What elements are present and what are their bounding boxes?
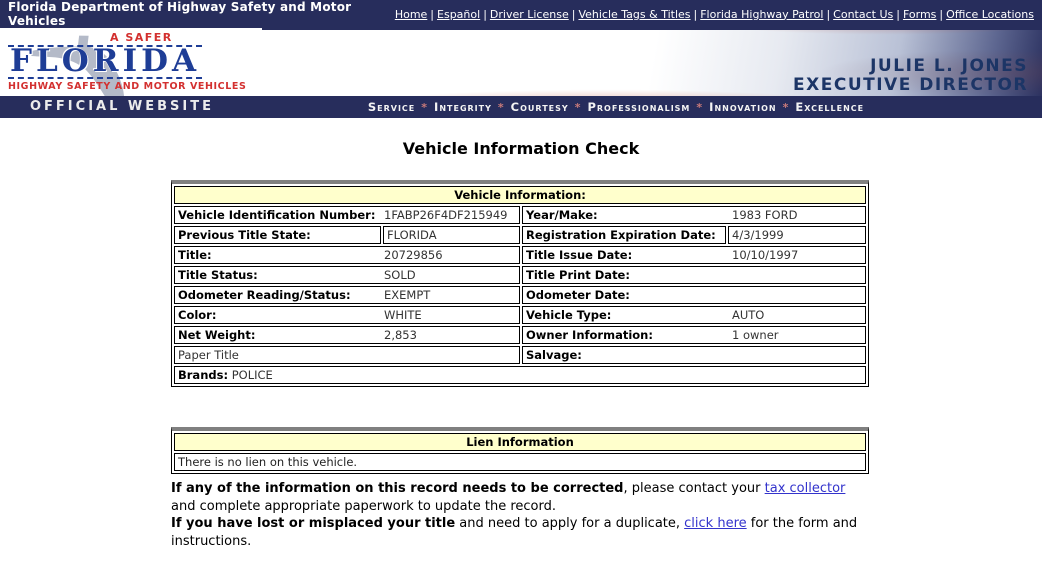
table-row: [174, 206, 866, 224]
florida-logo: [0, 28, 262, 96]
field-label: Registration Expiration Date:: [522, 226, 726, 244]
field-label: Owner Information:: [526, 328, 653, 342]
duplicate-title-note: If you have lost or misplaced your title and need to apply for a duplicate, click here for the form and instructions.: [171, 516, 858, 549]
table-row-paper-title: [174, 346, 866, 364]
lien-info-table: [171, 427, 869, 474]
table-row: [174, 306, 866, 324]
motto-star: *: [696, 101, 704, 114]
nav-separator: |: [483, 7, 487, 21]
table-row: [174, 226, 866, 244]
field-value: WHITE: [384, 308, 422, 322]
field-value: 1 owner: [732, 328, 779, 342]
field-value: 20729856: [384, 248, 443, 262]
vehicle-info-header: Vehicle Information:: [174, 186, 866, 204]
field-label: Title Print Date:: [526, 268, 630, 282]
motto-star: *: [497, 101, 505, 114]
field-label: Odometer Reading/Status:: [178, 288, 351, 302]
field-label: Title Issue Date:: [526, 248, 633, 262]
motto-item: Excellence: [795, 100, 865, 114]
field-label: Odometer Date:: [526, 288, 630, 302]
table-header-row: [174, 186, 866, 204]
top-nav: [395, 8, 1034, 21]
lien-message: There is no lien on this vehicle.: [174, 453, 866, 471]
vehicle-info-table: [171, 180, 869, 387]
header-band: [0, 28, 1042, 96]
field-label: Color:: [178, 308, 217, 322]
table-row: [174, 266, 866, 284]
nav-link-driver-license[interactable]: Driver License: [489, 7, 569, 21]
field-value: 1983 FORD: [732, 208, 798, 222]
motto-item: Professionalism: [587, 100, 691, 114]
nav-separator: |: [571, 7, 576, 21]
lien-header-row: [174, 433, 866, 451]
director-name: JULIE L. JONES: [870, 56, 1028, 76]
field-value: AUTO: [732, 308, 765, 322]
duplicate-note-bold: If you have lost or misplaced your title: [171, 516, 456, 531]
logo-a-safer: A SAFER: [110, 31, 173, 44]
field-label: Title Status:: [178, 268, 258, 282]
nav-separator: |: [430, 7, 435, 21]
nav-separator: |: [939, 7, 944, 21]
nav-link-vehicle-tags-titles[interactable]: Vehicle Tags & Titles: [578, 7, 691, 21]
logo-florida-wordmark: FLORIDA: [10, 43, 201, 79]
brands-value: POLICE: [231, 368, 273, 382]
motto-star: *: [782, 101, 790, 114]
motto-star: *: [421, 101, 429, 114]
field-label: Title:: [178, 248, 212, 262]
logo-tagline: HIGHWAY SAFETY AND MOTOR VEHICLES: [8, 81, 247, 92]
field-value: 4/3/1999: [728, 226, 866, 244]
motto-item: Courtesy: [510, 100, 569, 114]
table-row: [174, 246, 866, 264]
lien-message-row: [174, 453, 866, 471]
tax-collector-link[interactable]: tax collector: [764, 481, 846, 496]
field-value: FLORIDA: [383, 226, 520, 244]
site-title: Florida Department of Highway Safety and Motor Vehicles: [8, 0, 352, 28]
nav-separator: |: [896, 7, 900, 21]
flag-banner: [262, 28, 1042, 96]
nav-link-florida-highway-patrol[interactable]: Florida Highway Patrol: [700, 7, 824, 21]
field-label: Net Weight:: [178, 328, 256, 342]
page-title: Vehicle Information Check: [402, 139, 640, 158]
official-website-label: OFFICIAL WEBSITE: [30, 99, 214, 114]
nav-link-home[interactable]: Home: [394, 7, 428, 21]
director-title: EXECUTIVE DIRECTOR: [793, 75, 1028, 95]
field-label: Vehicle Type:: [526, 308, 612, 322]
nav-separator: |: [826, 7, 831, 21]
field-value: SOLD: [384, 268, 416, 282]
nav-link-espanol[interactable]: Español: [437, 7, 481, 21]
table-row: [174, 286, 866, 304]
brands-label: Brands:: [178, 368, 229, 382]
field-label: Salvage:: [526, 348, 582, 362]
nav-link-contact-us[interactable]: Contact Us: [833, 7, 894, 21]
field-value: 2,853: [384, 328, 417, 342]
table-row-brands: [174, 366, 866, 384]
nav-link-forms[interactable]: Forms: [902, 7, 937, 21]
field-value: 1FABP26F4DF215949: [384, 208, 508, 222]
motto-star: *: [574, 101, 582, 114]
motto-item: Integrity: [434, 100, 492, 114]
correction-note-bold: If any of the information on this record needs to be corrected: [171, 481, 624, 496]
correction-note: If any of the information on this record needs to be corrected, please contact your tax collector and complete appropriate paperwork to update the record.: [171, 481, 846, 514]
paper-title-text: Paper Title: [178, 348, 239, 362]
nav-link-office-locations[interactable]: Office Locations: [946, 7, 1034, 21]
field-label: Vehicle Identification Number:: [178, 208, 376, 222]
lien-info-header: Lien Information: [174, 433, 866, 451]
footer-notes: [171, 480, 871, 550]
table-row: [174, 326, 866, 344]
field-label: Year/Make:: [526, 208, 598, 222]
motto-bar: [0, 96, 1042, 118]
motto-item: Innovation: [709, 100, 777, 114]
field-value: EXEMPT: [384, 288, 431, 302]
field-value: 10/10/1997: [732, 248, 799, 262]
click-here-link[interactable]: click here: [684, 516, 747, 531]
field-label: Previous Title State:: [174, 226, 381, 244]
nav-separator: |: [693, 7, 698, 21]
agency-motto: [230, 100, 1002, 114]
motto-item: Service: [367, 100, 416, 114]
top-bar: [0, 0, 1042, 28]
executive-director-block: [793, 57, 1028, 95]
